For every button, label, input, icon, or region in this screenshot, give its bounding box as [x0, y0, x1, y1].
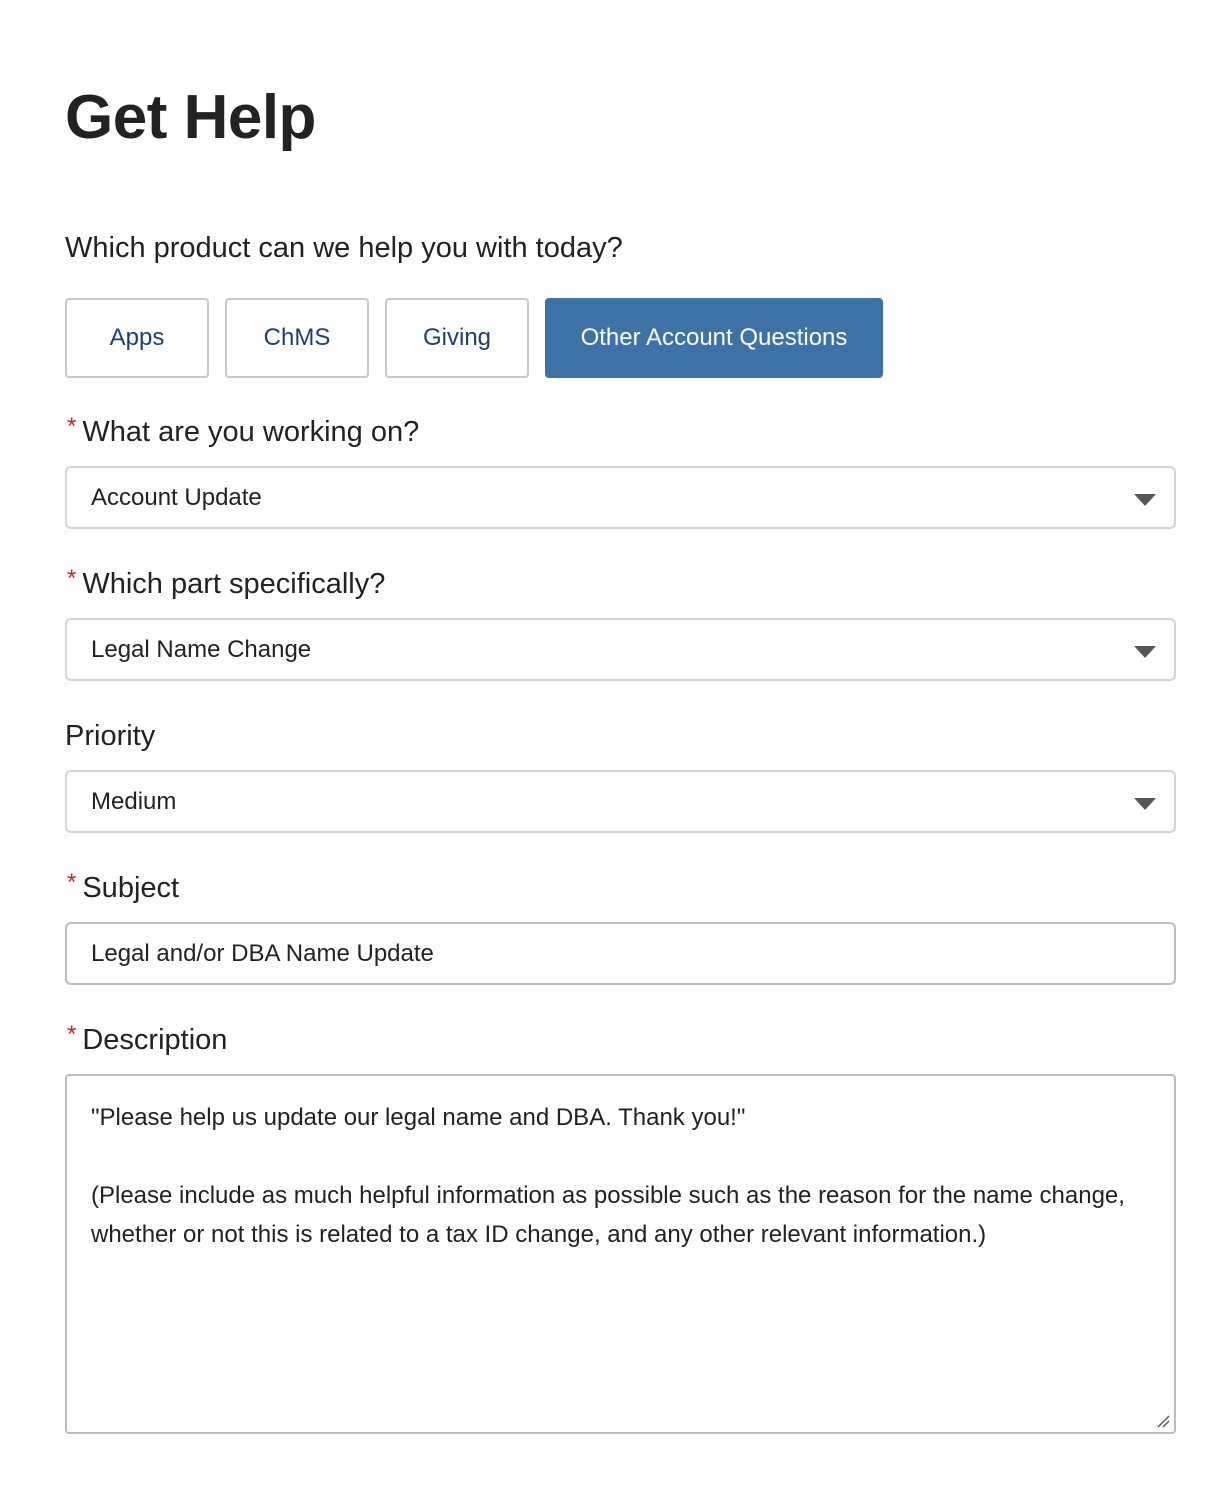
required-marker: * [67, 868, 77, 896]
subject-label [67, 868, 180, 905]
priority-select[interactable] [65, 770, 1176, 833]
priority-label-text: Priority [65, 720, 156, 752]
product-question: Which product can we help you with today? [65, 232, 623, 264]
priority-label [65, 720, 155, 753]
description-textarea[interactable] [65, 1074, 1176, 1434]
working-on-label [67, 412, 420, 449]
working-on-value: Account Update [91, 483, 262, 511]
part-select[interactable] [65, 618, 1176, 681]
caret-down-icon [1134, 798, 1156, 810]
part-label [67, 564, 386, 601]
priority-value: Medium [91, 787, 177, 815]
description-line-1: "Please help us update our legal name and DBA. Thank you!" [91, 1104, 746, 1131]
product-selector [65, 298, 883, 378]
page-title: Get Help [65, 83, 316, 152]
product-other-account-questions-button[interactable]: Other Account Questions [545, 298, 883, 378]
working-on-select[interactable] [65, 466, 1176, 529]
working-on-label-text: What are you working on? [82, 416, 420, 448]
part-value: Legal Name Change [91, 635, 312, 663]
part-label-text: Which part specifically? [82, 568, 386, 600]
description-label-text: Description [82, 1024, 228, 1056]
required-marker: * [67, 412, 77, 440]
caret-down-icon [1134, 494, 1156, 506]
product-chms-button[interactable]: ChMS [225, 298, 369, 378]
product-giving-button[interactable]: Giving [385, 298, 529, 378]
required-marker: * [67, 564, 77, 592]
description-line-2: (Please include as much helpful information as possible such as the reason for the name change, whether or not this is related to a tax ID change, and any other relevant information.) [91, 1182, 1125, 1248]
description-label [67, 1020, 228, 1057]
subject-input[interactable] [65, 922, 1176, 985]
subject-value: Legal and/or DBA Name Update [91, 939, 434, 967]
required-marker: * [67, 1020, 77, 1048]
resize-grip-icon[interactable] [1156, 1414, 1170, 1428]
subject-label-text: Subject [82, 872, 180, 904]
caret-down-icon [1134, 646, 1156, 658]
product-apps-button[interactable]: Apps [65, 298, 209, 378]
